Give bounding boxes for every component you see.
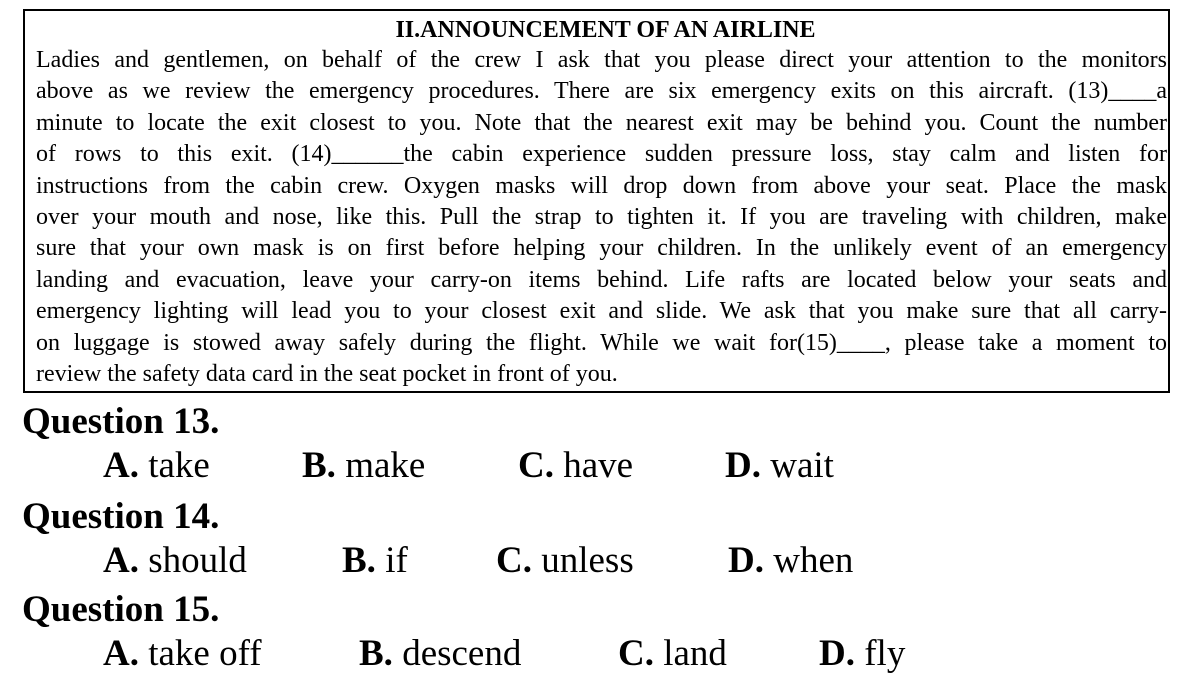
passage-line: over your mouth and nose, like this. Pull the strap to tighten it. If you are traveling with children, make <box>36 203 1167 230</box>
option-c[interactable] <box>496 537 634 585</box>
passage-line: minute to locate the exit closest to you. Note that the nearest exit may be behind you. Count the number <box>36 109 1167 136</box>
question-15 <box>22 589 906 678</box>
option-c[interactable] <box>518 442 633 490</box>
option-text: have <box>563 445 634 486</box>
option-letter: B. <box>302 445 336 486</box>
option-text: unless <box>541 540 634 581</box>
passage-line: above as we review the emergency procedures. There are six emergency exits on this aircraft. (13)____a <box>36 78 1167 105</box>
option-text: if <box>385 540 408 581</box>
question-title: Question 13. <box>22 401 220 442</box>
option-text: should <box>148 540 247 581</box>
question-title: Question 14. <box>22 496 220 537</box>
option-text: take off <box>148 633 262 674</box>
passage-line: on luggage is stowed away safely during the flight. While we wait for(15)____, please take a moment to <box>36 329 1167 356</box>
question-13 <box>22 401 834 490</box>
option-text: land <box>663 633 727 674</box>
passage-line: instructions from the cabin crew. Oxygen masks will drop down from above your seat. Place the mask <box>36 172 1167 199</box>
option-letter: D. <box>725 445 761 486</box>
option-letter: B. <box>359 633 393 674</box>
option-b[interactable] <box>302 442 425 490</box>
passage-line: landing and evacuation, leave your carry-on items behind. Life rafts are located below your seats and <box>36 266 1167 293</box>
options-row <box>22 442 834 490</box>
option-text: make <box>345 445 426 486</box>
option-letter: C. <box>518 445 554 486</box>
options-row <box>22 537 854 585</box>
passage-line: of rows to this exit. (14)______the cabin experience sudden pressure loss, stay calm and listen for <box>36 141 1167 168</box>
option-b[interactable] <box>342 537 408 585</box>
option-d[interactable] <box>728 537 853 585</box>
passage-line: emergency lighting will lead you to your closest exit and slide. We ask that you make sure that all carry- <box>36 298 1167 325</box>
option-letter: C. <box>496 540 532 581</box>
option-a[interactable] <box>103 537 247 585</box>
option-text: wait <box>770 445 834 486</box>
option-d[interactable] <box>725 442 834 490</box>
option-text: take <box>148 445 210 486</box>
passage-box <box>23 9 1170 393</box>
option-text: descend <box>402 633 522 674</box>
option-letter: C. <box>618 633 654 674</box>
passage-line: sure that your own mask is on first before helping your children. In the unlikely event of an emergency <box>36 235 1167 262</box>
option-text: fly <box>864 633 906 674</box>
question-14 <box>22 496 854 585</box>
option-letter: D. <box>819 633 855 674</box>
option-c[interactable] <box>618 630 727 678</box>
options-row <box>22 630 906 678</box>
option-letter: B. <box>342 540 376 581</box>
option-a[interactable] <box>103 630 262 678</box>
passage-line: Ladies and gentlemen, on behalf of the crew I ask that you please direct your attention to the monitors <box>36 47 1167 73</box>
option-letter: D. <box>728 540 764 581</box>
option-text: when <box>773 540 854 581</box>
option-letter: A. <box>103 633 139 674</box>
option-letter: A. <box>103 540 139 581</box>
option-letter: A. <box>103 445 139 486</box>
option-d[interactable] <box>819 630 905 678</box>
question-title: Question 15. <box>22 589 220 630</box>
passage-title: II.ANNOUNCEMENT OF AN AIRLINE <box>395 17 816 43</box>
option-a[interactable] <box>103 442 210 490</box>
passage-line: review the safety data card in the seat pocket in front of you. <box>36 360 618 387</box>
option-b[interactable] <box>359 630 521 678</box>
